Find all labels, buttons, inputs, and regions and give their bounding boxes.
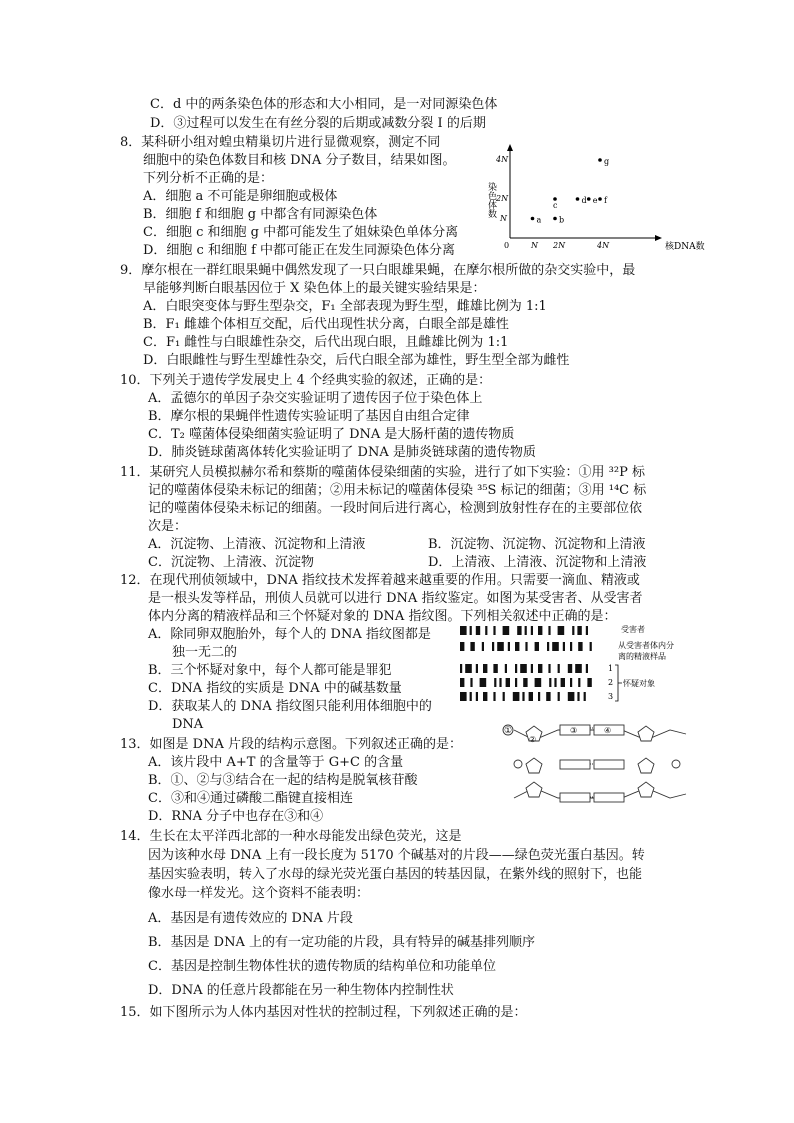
q12-option-b: B．三个怀疑对象中，每个人都可能是罪犯	[148, 663, 392, 678]
base-pair-mid-right	[594, 760, 624, 769]
point-b	[553, 217, 557, 221]
band-row4-14	[578, 678, 580, 687]
band-row2-5	[497, 642, 504, 651]
band-row3-11	[548, 664, 550, 673]
q8-data-points	[531, 157, 609, 225]
band-row2-4	[492, 642, 494, 651]
y-axis-arrow	[507, 144, 513, 151]
band-row5-15	[584, 692, 586, 701]
label-suspects: 怀疑对象	[623, 679, 655, 688]
q12-dna-fingerprint-figure	[458, 624, 688, 708]
point-label-b: b	[559, 215, 565, 225]
label-suspect-3: 3	[608, 692, 614, 701]
band-row4-6	[506, 678, 510, 687]
y-tick-4n: 4N	[496, 155, 509, 164]
label-1: ①	[504, 726, 513, 736]
q12-option-d: D．获取某人的 DNA 指纹图只能利用体细胞中的	[148, 699, 432, 714]
point-label-e: e	[592, 196, 598, 205]
band-row3-6	[505, 664, 507, 673]
point-label-a: a	[536, 215, 542, 225]
band-row2-7	[515, 642, 519, 651]
point-label-f: f	[604, 196, 607, 205]
q11-option-d: D．上清液、上清液、沉淀物和上清液	[428, 555, 647, 570]
base-pair-mid-left	[560, 760, 590, 769]
q14-option-a: A．基因是有遗传效应的 DNA 片段	[148, 911, 353, 926]
point-g	[598, 158, 602, 162]
q11-option-a: A．沉淀物、上清液、沉淀物和上清液	[148, 537, 366, 552]
q8-option-a: A．细胞 a 不可能是卵细胞或极体	[143, 189, 338, 204]
q13-stem: 13．如图是 DNA 片段的结构示意图。下列叙述正确的是：	[120, 737, 462, 752]
band-row2-9	[535, 642, 539, 651]
point-a	[531, 217, 535, 221]
q14-stem-line2: 因为该种水母 DNA 上有一段长度为 5170 个碱基对的片段——绿色荧光蛋白基因。转	[148, 848, 645, 863]
q10-option-c: C．T₂ 噬菌体侵染细菌实验证明了 DNA 是大肠杆菌的遗传物质	[148, 427, 515, 442]
band-row3-12	[558, 664, 560, 673]
band-row3-15	[586, 664, 588, 673]
band-row3-10	[538, 664, 542, 673]
label-suspect-1: 1	[608, 664, 614, 673]
q12-stem-line3: 体内分离的精液样品和三个怀疑对象的 DNA 指纹图。下列相关叙述中正确的是：	[148, 609, 617, 624]
band-row4-13	[570, 678, 572, 687]
q10-option-b: B．摩尔根的果蝇伴性遗传实验证明了基因自由组合定律	[148, 409, 470, 424]
q11-option-b: B．沉淀物、沉淀物、沉淀物和上清液	[428, 537, 646, 552]
band-row4-7	[515, 678, 517, 687]
point-label-c: c	[553, 201, 558, 210]
y-tick-n: N	[500, 214, 507, 223]
q8-stem: 8．某科研小组对蝗虫精巢切片进行显微观察，测定不同	[120, 135, 441, 150]
band-row4-9	[535, 678, 542, 687]
band-row4-3	[480, 678, 487, 687]
label-sample-line1: 从受害者体内分	[618, 641, 674, 650]
q12-option-d-line2: DNA	[172, 717, 204, 732]
label-2: ②	[529, 735, 537, 744]
q8-option-b: B．细胞 f 和细胞 g 中都含有同源染色体	[143, 207, 378, 222]
x-tick-n: N	[531, 241, 538, 250]
q8-option-d: D．细胞 c 和细胞 f 中都可能正在发生同源染色体分离	[143, 243, 456, 258]
band-row4-15	[587, 678, 591, 687]
base-pair-bottom-left	[560, 793, 590, 802]
q14-option-c: C．基因是控制生物体性状的遗传物质的结构单位和功能单位	[148, 959, 496, 974]
point-e	[587, 197, 591, 201]
point-f	[598, 197, 602, 201]
band-row4-4	[494, 678, 496, 687]
q12-option-a-line2: 独一无二的	[172, 645, 238, 660]
band-row2-15	[590, 642, 592, 651]
q11-stem-line4: 次是：	[148, 519, 188, 534]
band-row1-15	[586, 626, 588, 635]
q9-option-d: D．白眼雌性与野生型雄性杂交，后代白眼全部为雄性，野生型全部为雌性	[143, 353, 570, 368]
band-row2-10	[547, 642, 549, 651]
q12-option-c: C．DNA 指纹的实质是 DNA 中的碱基数量	[148, 681, 402, 696]
y-tick-2n: 2N	[496, 194, 509, 203]
point-label-g: g	[604, 157, 610, 166]
band-row1-14	[577, 626, 581, 635]
q14-option-b: B．基因是 DNA 上的有一定功能的片段，具有特异的碱基排列顺序	[148, 935, 536, 950]
q15-stem: 15．如下图所示为人体内基因对性状的控制过程，下列叙述正确的是：	[120, 1005, 527, 1020]
band-row5-12	[558, 692, 560, 701]
band-row5-11	[546, 692, 550, 701]
q11-option-c: C．沉淀物、上清液、沉淀物	[148, 555, 314, 570]
q13-dna-structure-figure	[500, 716, 695, 810]
band-row4-11	[554, 678, 556, 687]
q10-option-a: A．孟德尔的单因子杂交实验证明了遗传因子位于染色体上	[148, 391, 483, 406]
suspects-bracket	[615, 665, 622, 701]
band-row2-6	[508, 642, 510, 651]
y-axis-title: 染色体数	[486, 182, 496, 218]
band-row4-1	[460, 678, 464, 687]
band-row5-2	[470, 692, 472, 701]
sugar-mid-left	[526, 758, 542, 773]
band-row5-5	[493, 692, 495, 701]
band-row4-2	[470, 678, 472, 687]
band-row3-8	[520, 664, 527, 673]
q9-option-b: B．F₁ 雌雄个体相互交配，后代出现性状分离，白眼全部是雄性	[143, 317, 509, 332]
band-row1-10	[538, 626, 542, 635]
q9-stem: 9．摩尔根在一群红眼果蝇中偶然发现了一只白眼雄果蝇，在摩尔根所做的杂交实验中，最	[120, 263, 636, 278]
x-tick-2n: 2N	[553, 241, 566, 250]
q9-stem-line2: 早能够判断白眼基因位于 X 染色体上的最关键实验结果是：	[143, 281, 486, 296]
band-row1-13	[572, 626, 574, 635]
band-row2-3	[482, 642, 484, 651]
band-row5-3	[476, 692, 478, 701]
band-row3-4	[483, 664, 487, 673]
band-row1-4	[485, 626, 487, 635]
band-row1-7	[517, 626, 521, 635]
sugar-mid-right	[638, 758, 654, 773]
band-row1-9	[531, 626, 533, 635]
x-axis-title: 核DNA数	[665, 242, 705, 252]
q9-option-a: A．白眼突变体与野生型杂交，F₁ 全部表现为野生型，雌雄比例为 1:1	[143, 299, 547, 314]
band-row3-2	[465, 664, 472, 673]
band-row2-13	[570, 642, 572, 651]
base-pair-bottom-right	[594, 793, 624, 802]
band-row1-1	[460, 626, 467, 635]
band-row2-14	[578, 642, 582, 651]
q8-stem-line3: 下列分析不正确的是：	[143, 171, 274, 186]
label-sample-line2: 离的精液样品	[618, 652, 666, 661]
band-row3-7	[515, 664, 517, 673]
band-row4-12	[561, 678, 565, 687]
point-label-d: d	[581, 196, 587, 205]
band-row1-5	[493, 626, 495, 635]
q9-option-c: C．F₁ 雌性与白眼雄性杂交，后代出现白眼，且雌雄比例为 1:1	[143, 335, 509, 350]
band-row3-9	[531, 664, 533, 673]
band-row2-12	[563, 642, 565, 651]
q11-stem: 11．某研究人员模拟赫尔希和蔡斯的噬菌体侵染细菌的实验，进行了如下实验：①用 ³²P 标	[120, 465, 645, 480]
x-axis-arrow	[655, 235, 662, 241]
band-row1-2	[470, 626, 472, 635]
band-row1-12	[558, 626, 565, 635]
band-row2-8	[525, 642, 527, 651]
label-victim: 受害者	[621, 625, 645, 634]
q8-option-c: C．细胞 c 和细胞 g 中都可能发生了姐妹染色单体分离	[143, 225, 459, 240]
band-row1-11	[548, 626, 550, 635]
band-row5-4	[483, 692, 487, 701]
q12-stem: 12．在现代刑侦领域中，DNA 指纹技术发挥着越来越重要的作用。只需要一滴血、精液或	[120, 573, 640, 588]
label-4: ④	[604, 726, 612, 735]
x-tick-0: 0	[504, 241, 510, 250]
fingerprint-bands	[460, 626, 592, 701]
phosphate-2	[514, 760, 522, 768]
q8-stem-line2: 细胞中的染色体数目和核 DNA 分子数目，结果如图。	[143, 153, 456, 168]
sugar-bottom-right	[638, 782, 654, 797]
band-row5-10	[538, 692, 540, 701]
band-row3-14	[575, 664, 582, 673]
q14-option-d: D．DNA 的任意片段都能在另一种生物体内控制性状	[148, 983, 454, 998]
q7-option-c: C．d 中的两条染色体的形态和大小相同，是一对同源染色体	[150, 97, 498, 112]
q13-option-c: C．③和④通过磷酸二酯键直接相连	[148, 791, 353, 806]
q12-option-a: A．除同卵双胞胎外，每个人的 DNA 指纹图都是	[148, 627, 431, 642]
band-row3-13	[568, 664, 572, 673]
q13-option-d: D．RNA 分子中也存在③和④	[148, 809, 324, 824]
sugar-bottom-left	[526, 782, 542, 797]
x-tick-4n: 4N	[597, 241, 610, 250]
band-row4-5	[499, 678, 501, 687]
band-row2-2	[470, 642, 474, 651]
q10-option-d: D．肺炎链球菌离体转化实验证明了 DNA 是肺炎链球菌的遗传物质	[148, 445, 536, 460]
band-row1-3	[476, 626, 480, 635]
band-row5-1	[460, 692, 467, 701]
band-row5-8	[522, 692, 524, 701]
band-row1-6	[503, 626, 510, 635]
q12-stem-line2: 是一根头发等样品，刑侦人员就可以进行 DNA 指纹鉴定。如图为某受害者、从受害者	[148, 591, 643, 606]
q13-option-b: B．①、②与③结合在一起的结构是脱氧核苷酸	[148, 773, 418, 788]
band-row5-14	[577, 692, 579, 701]
label-suspect-2: 2	[608, 678, 614, 687]
band-row3-5	[493, 664, 497, 673]
q10-stem: 10．下列关于遗传学发展史上 4 个经典实验的叙述，正确的是：	[120, 373, 492, 388]
band-row4-10	[549, 678, 551, 687]
q14-stem: 14．生长在太平洋西北部的一种水母能发出绿色荧光，这是	[120, 829, 462, 844]
band-row3-3	[476, 664, 478, 673]
q11-stem-line2: 记的噬菌体侵染未标记的细菌；②用未标记的噬菌体侵染 ³⁵S 标记的细菌；③用 ¹⁴C 标	[148, 483, 647, 498]
label-3: ③	[570, 726, 578, 735]
q7-option-d: D．③过程可以发生在有丝分裂的后期或减数分裂 I 的后期	[150, 116, 486, 131]
band-row2-1	[460, 642, 464, 651]
band-row1-8	[525, 626, 527, 635]
q14-stem-line4: 像水母一样发光。这个资料不能表明：	[148, 886, 370, 901]
band-row3-1	[460, 664, 462, 673]
q14-stem-line3: 基因实验表明，转入了水母的绿光荧光蛋白基因的转基因鼠，在紫外线的照射下，也能	[148, 867, 643, 882]
band-row5-9	[529, 692, 533, 701]
band-row5-13	[568, 692, 575, 701]
q11-stem-line3: 记的噬菌体侵染未标记的细菌。一段时间后进行离心，检测到放射性存在的主要部位依	[148, 501, 643, 516]
band-row5-7	[513, 692, 520, 701]
band-row5-6	[503, 692, 505, 701]
sugar-top-right	[638, 726, 654, 741]
q13-option-a: A．该片段中 A+T 的含量等于 G+C 的含量	[148, 755, 404, 770]
phosphate-3	[672, 760, 680, 768]
band-row4-8	[523, 678, 527, 687]
q8-scatter-figure	[486, 142, 705, 254]
point-d	[576, 197, 580, 201]
band-row2-11	[552, 642, 559, 651]
